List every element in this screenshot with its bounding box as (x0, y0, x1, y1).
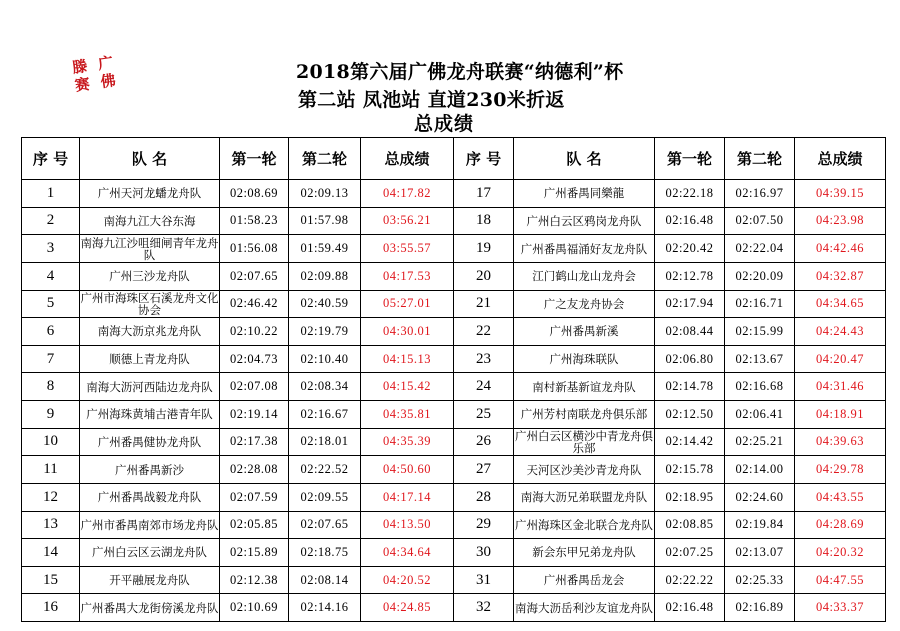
team-number: 27 (454, 456, 514, 484)
round1-time: 02:08.44 (655, 318, 725, 346)
seal-char: 赛 (73, 74, 92, 95)
table-row (22, 235, 886, 263)
round1-time: 02:22.18 (655, 180, 725, 208)
round1-time: 02:19.14 (220, 401, 289, 429)
total-time: 04:18.91 (795, 401, 886, 429)
table-row (22, 262, 886, 290)
total-time: 03:55.57 (361, 235, 454, 263)
team-name: 广之友龙舟协会 (514, 290, 655, 318)
table-row (22, 428, 886, 456)
seal-char: 佛 (99, 71, 117, 92)
header-cell: 队 名 (514, 138, 655, 180)
team-name: 广州番禺大龙街傍溪龙舟队 (80, 594, 220, 622)
header-row (22, 138, 886, 180)
round2-time: 02:16.68 (725, 373, 795, 401)
team-number: 4 (22, 262, 80, 290)
team-name: 江门鹤山龙山龙舟会 (514, 262, 655, 290)
header-cell: 序 号 (22, 138, 80, 180)
team-number: 24 (454, 373, 514, 401)
event-subtitle: 第二站 凤池站 直道230米折返 (298, 89, 565, 111)
round1-time: 02:17.38 (220, 428, 289, 456)
table-row (22, 511, 886, 539)
team-number: 30 (454, 539, 514, 567)
team-number: 8 (22, 373, 80, 401)
total-time: 04:47.55 (795, 566, 886, 594)
seal-logo (66, 53, 123, 96)
round1-time: 02:18.95 (655, 483, 725, 511)
team-number: 23 (454, 345, 514, 373)
total-time: 04:15.42 (361, 373, 454, 401)
table-row (22, 318, 886, 346)
team-number: 7 (22, 345, 80, 373)
table-row (22, 594, 886, 622)
team-name: 广州番禺新沙 (80, 456, 220, 484)
team-number: 29 (454, 511, 514, 539)
team-name: 南村新基新谊龙舟队 (514, 373, 655, 401)
table-row (22, 373, 886, 401)
round2-time: 02:13.67 (725, 345, 795, 373)
team-number: 5 (22, 290, 80, 318)
round2-time: 02:16.67 (289, 401, 361, 429)
table-row (22, 290, 886, 318)
team-name: 广州三沙龙舟队 (80, 262, 220, 290)
team-name: 广州市海珠区石溪龙舟文化协会 (80, 290, 219, 317)
header-cell: 总成绩 (795, 138, 886, 180)
team-number: 6 (22, 318, 80, 346)
round1-time: 02:12.50 (655, 401, 725, 429)
round1-time: 02:12.78 (655, 262, 725, 290)
team-number: 31 (454, 566, 514, 594)
round1-time: 02:20.42 (655, 235, 725, 263)
total-time: 04:17.82 (361, 180, 454, 208)
header-cell: 第一轮 (220, 138, 289, 180)
round1-time: 02:10.22 (220, 318, 289, 346)
total-time: 04:20.47 (795, 345, 886, 373)
round2-time: 02:16.89 (725, 594, 795, 622)
round2-time: 02:18.75 (289, 539, 361, 567)
round2-time: 02:18.01 (289, 428, 361, 456)
team-name: 广州番禺战毅龙舟队 (80, 483, 220, 511)
round2-time: 02:09.13 (289, 180, 361, 208)
team-number: 32 (454, 594, 514, 622)
round1-time: 02:15.89 (220, 539, 289, 567)
team-number: 3 (22, 235, 80, 263)
team-name: 广州海珠黄埔古港青年队 (80, 401, 220, 429)
total-time: 04:31.46 (795, 373, 886, 401)
table-row (22, 566, 886, 594)
round1-time: 02:14.42 (655, 428, 725, 456)
team-name: 开平融展龙舟队 (80, 566, 220, 594)
total-time: 04:20.52 (361, 566, 454, 594)
round1-time: 02:07.08 (220, 373, 289, 401)
team-number: 10 (22, 428, 80, 456)
round1-time: 01:56.08 (220, 235, 289, 263)
total-time: 04:30.01 (361, 318, 454, 346)
total-time: 03:56.21 (361, 207, 454, 235)
round2-time: 02:19.79 (289, 318, 361, 346)
total-time: 04:28.69 (795, 511, 886, 539)
header-cell: 第二轮 (725, 138, 795, 180)
table-row (22, 401, 886, 429)
round2-time: 02:22.52 (289, 456, 361, 484)
round1-time: 02:22.22 (655, 566, 725, 594)
header-cell: 序 号 (454, 138, 514, 180)
round1-time: 02:12.38 (220, 566, 289, 594)
total-time: 04:50.60 (361, 456, 454, 484)
round1-time: 02:46.42 (220, 290, 289, 318)
team-number: 9 (22, 401, 80, 429)
round2-time: 01:59.49 (289, 235, 361, 263)
team-name: 南海大沥河西陆边龙舟队 (80, 373, 220, 401)
round1-time: 02:16.48 (655, 207, 725, 235)
round1-time: 02:07.65 (220, 262, 289, 290)
round2-time: 02:16.71 (725, 290, 795, 318)
total-time: 04:17.14 (361, 483, 454, 511)
team-number: 11 (22, 456, 80, 484)
total-time: 04:35.81 (361, 401, 454, 429)
team-name: 天河区沙美沙青龙舟队 (514, 456, 655, 484)
round1-time: 02:17.94 (655, 290, 725, 318)
team-number: 12 (22, 483, 80, 511)
total-time: 04:32.87 (795, 262, 886, 290)
team-name: 南海大沥岳利沙友谊龙舟队 (514, 594, 655, 622)
round1-time: 02:10.69 (220, 594, 289, 622)
team-name: 南海九江大谷东海 (80, 207, 220, 235)
total-time: 04:34.64 (361, 539, 454, 567)
table-row (22, 180, 886, 208)
table-row (22, 345, 886, 373)
round1-time: 02:15.78 (655, 456, 725, 484)
round2-time: 02:40.59 (289, 290, 361, 318)
round1-time: 02:06.80 (655, 345, 725, 373)
team-name: 广州海珠区金北联合龙舟队 (514, 511, 655, 539)
round2-time: 02:22.04 (725, 235, 795, 263)
round2-time: 02:07.50 (725, 207, 795, 235)
total-time: 04:43.55 (795, 483, 886, 511)
total-time: 04:23.98 (795, 207, 886, 235)
results-heading: 总成绩 (414, 113, 475, 135)
round2-time: 02:08.34 (289, 373, 361, 401)
team-name: 广州天河龙蟠龙舟队 (80, 180, 220, 208)
event-title: 2018第六届广佛龙舟联赛“纳德利”杯 (296, 61, 624, 83)
total-time: 05:27.01 (361, 290, 454, 318)
team-name: 广州番禺同樂龍 (514, 180, 655, 208)
team-name: 新会东甲兄弟龙舟队 (514, 539, 655, 567)
seal-char: 广 (96, 53, 115, 74)
total-time: 04:42.46 (795, 235, 886, 263)
team-number: 1 (22, 180, 80, 208)
header-cell: 第二轮 (289, 138, 361, 180)
total-time: 04:39.15 (795, 180, 886, 208)
team-name: 顺德上青龙舟队 (80, 345, 220, 373)
round2-time: 02:25.21 (725, 428, 795, 456)
team-number: 21 (454, 290, 514, 318)
team-name: 广州芳村南联龙舟俱乐部 (514, 401, 655, 429)
round2-time: 02:20.09 (725, 262, 795, 290)
round2-time: 02:14.16 (289, 594, 361, 622)
round1-time: 02:07.59 (220, 483, 289, 511)
team-name: 广州番禺健协龙舟队 (80, 428, 220, 456)
table-row (22, 539, 886, 567)
round1-time: 02:28.08 (220, 456, 289, 484)
round2-time: 02:07.65 (289, 511, 361, 539)
total-time: 04:24.85 (361, 594, 454, 622)
total-time: 04:13.50 (361, 511, 454, 539)
team-name: 广州白云区云湖龙舟队 (80, 539, 220, 567)
round2-time: 02:24.60 (725, 483, 795, 511)
total-time: 04:35.39 (361, 428, 454, 456)
team-number: 28 (454, 483, 514, 511)
round2-time: 01:57.98 (289, 207, 361, 235)
header-cell: 队 名 (80, 138, 220, 180)
total-time: 04:33.37 (795, 594, 886, 622)
round2-time: 02:14.00 (725, 456, 795, 484)
round2-time: 02:10.40 (289, 345, 361, 373)
results-table (21, 137, 886, 622)
round2-time: 02:16.97 (725, 180, 795, 208)
round1-time: 02:08.69 (220, 180, 289, 208)
team-number: 18 (454, 207, 514, 235)
round1-time: 02:05.85 (220, 511, 289, 539)
team-name: 广州番禺新溪 (514, 318, 655, 346)
table-row (22, 456, 886, 484)
team-name: 广州海珠联队 (514, 345, 655, 373)
round1-time: 02:08.85 (655, 511, 725, 539)
total-time: 04:15.13 (361, 345, 454, 373)
team-number: 15 (22, 566, 80, 594)
team-name: 广州番禺福涌好友龙舟队 (514, 235, 655, 263)
team-name: 南海大沥京兆龙舟队 (80, 318, 220, 346)
total-time: 04:39.63 (795, 428, 886, 456)
table-row (22, 483, 886, 511)
total-time: 04:24.43 (795, 318, 886, 346)
team-number: 17 (454, 180, 514, 208)
round2-time: 02:06.41 (725, 401, 795, 429)
team-name: 南海九江沙咀细闸青年龙舟队 (80, 235, 219, 262)
round2-time: 02:25.33 (725, 566, 795, 594)
team-number: 16 (22, 594, 80, 622)
team-number: 25 (454, 401, 514, 429)
total-time: 04:17.53 (361, 262, 454, 290)
team-number: 13 (22, 511, 80, 539)
results-body (22, 180, 886, 622)
round1-time: 02:07.25 (655, 539, 725, 567)
team-number: 2 (22, 207, 80, 235)
team-number: 20 (454, 262, 514, 290)
team-name: 广州白云区鸦岗龙舟队 (514, 207, 655, 235)
team-number: 22 (454, 318, 514, 346)
round2-time: 02:15.99 (725, 318, 795, 346)
round2-time: 02:09.88 (289, 262, 361, 290)
table-row (22, 207, 886, 235)
team-name: 南海大沥兄弟联盟龙舟队 (514, 483, 655, 511)
team-name: 广州市番禺南郊市场龙舟队 (80, 511, 220, 539)
team-number: 19 (454, 235, 514, 263)
team-number: 14 (22, 539, 80, 567)
total-time: 04:34.65 (795, 290, 886, 318)
round1-time: 02:14.78 (655, 373, 725, 401)
round1-time: 02:04.73 (220, 345, 289, 373)
header-cell: 第一轮 (655, 138, 725, 180)
round2-time: 02:19.84 (725, 511, 795, 539)
round2-time: 02:09.55 (289, 483, 361, 511)
team-name: 广州番禺岳龙会 (514, 566, 655, 594)
round1-time: 01:58.23 (220, 207, 289, 235)
seal-char: 滕 (71, 56, 89, 77)
round2-time: 02:08.14 (289, 566, 361, 594)
round2-time: 02:13.07 (725, 539, 795, 567)
team-number: 26 (454, 428, 514, 456)
round1-time: 02:16.48 (655, 594, 725, 622)
header-cell: 总成绩 (361, 138, 454, 180)
total-time: 04:29.78 (795, 456, 886, 484)
team-name: 广州白云区横沙中青龙舟俱乐部 (515, 428, 653, 455)
total-time: 04:20.32 (795, 539, 886, 567)
